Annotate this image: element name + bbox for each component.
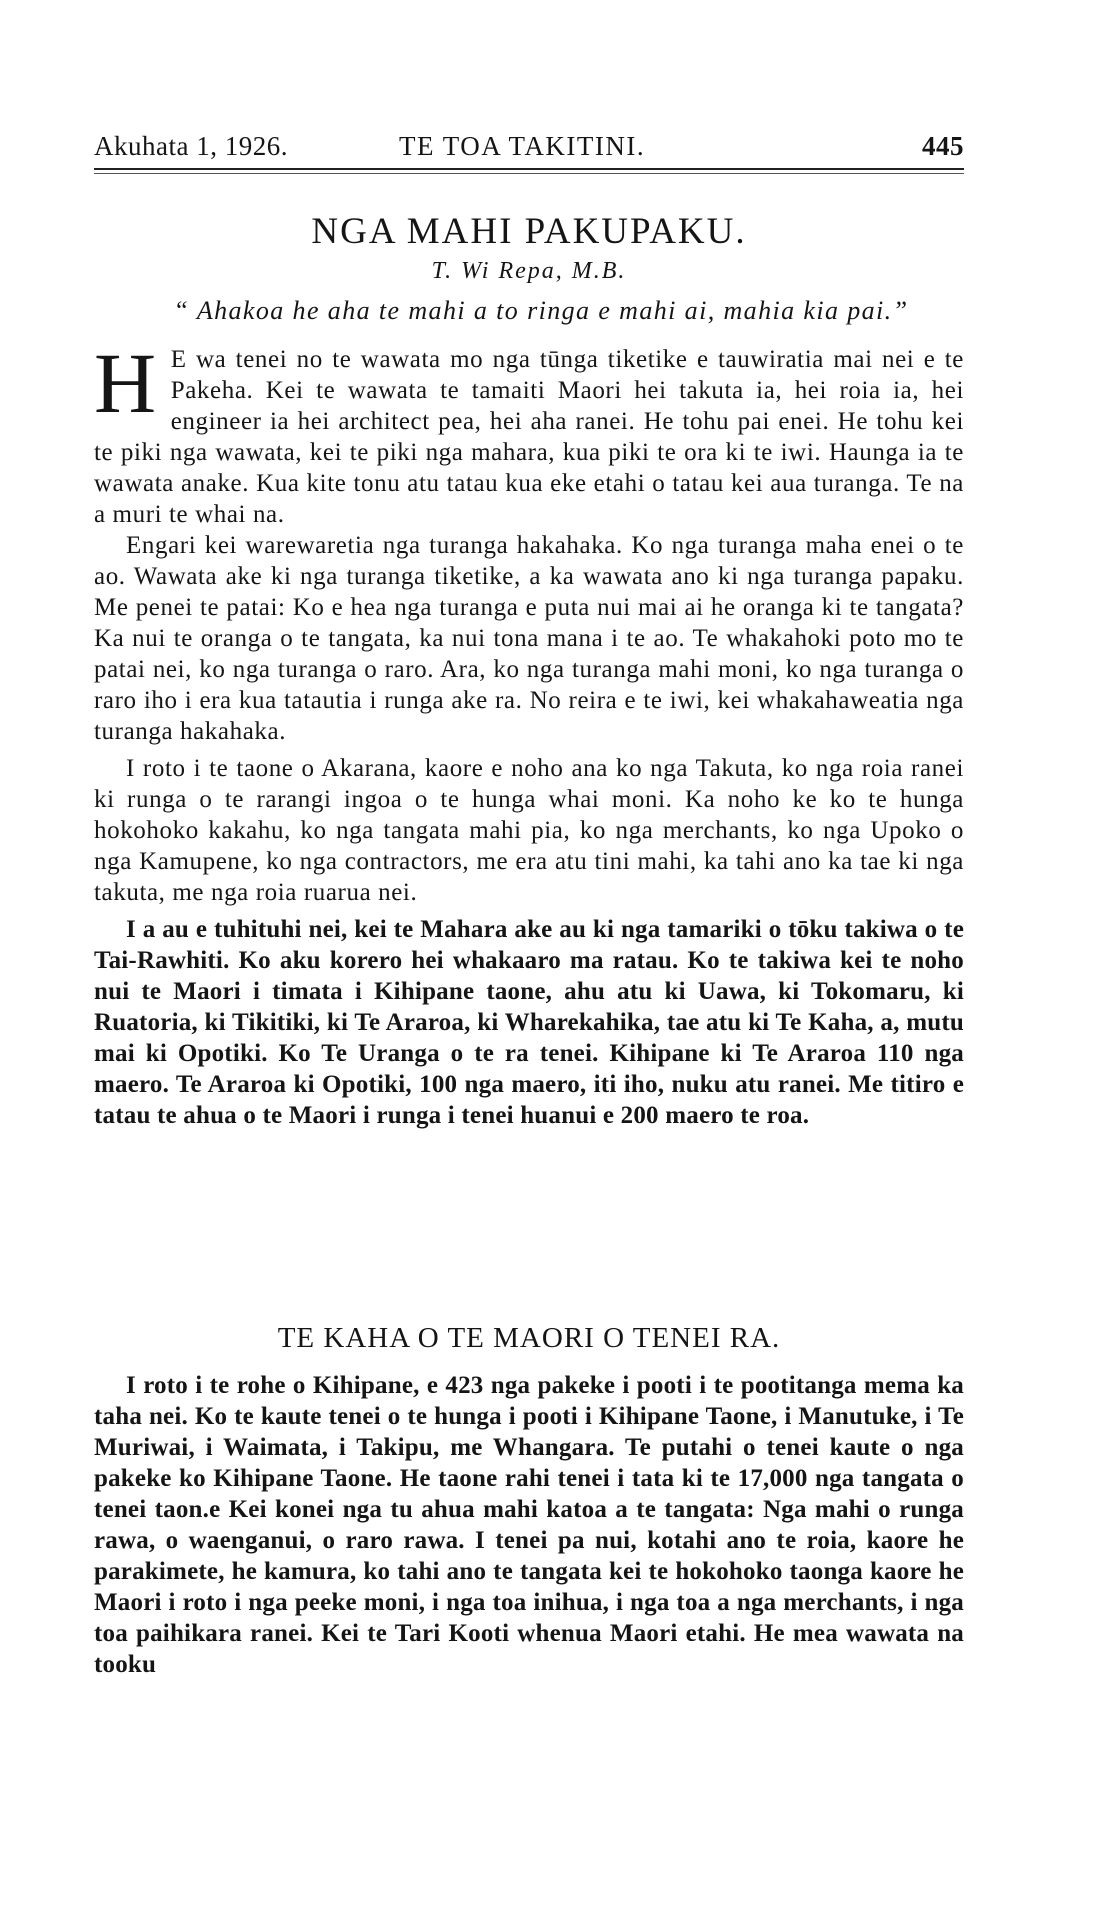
paragraph: I roto i te taone o Akarana, kaore e noho ana ko nga Takuta, ko nga roia ranei ki runga o te rarangi ingoa o te hunga whai moni. Ka noho ke ko te hunga hokohoko kakahu, ko nga tangata mahi pia, ko nga merchants, ko nga Upoko o nga Kamupene, ko nga contractors, me era atu tini mahi, ka tahi ano ka tae ki nga takuta, me nga roia ruarua nei.: [94, 755, 964, 906]
header-rule: [94, 173, 964, 174]
drop-cap: H: [94, 335, 157, 431]
section-heading: TE KAHA O TE MAORI O TENEI RA.: [277, 1322, 781, 1354]
paragraph: [94, 335, 964, 530]
paragraph: Engari kei warewaretia nga turanga hakahaka. Ko nga turanga maha enei o te ao. Wawata ake ki nga turanga tiketike, a ka wawata ano ki nga turanga papaku. Me penei te patai: Ko e hea nga turanga e puta nui mai ai he oranga ki te tangata? Ka nui te oranga o te tangata, ka nui tona mana i te ao. Te whakahoki poto mo te patai nei, ko nga turanga o raro. Ara, ko nga turanga mahi moni, ko nga turanga o raro iho i era kua tatautia i runga ake ra. No reira e te iwi, kei whakahaweatia nga turanga hakahaka.: [94, 532, 964, 745]
paragraph: I roto i te rohe o Kihipane, e 423 nga pakeke i pooti i te pootitanga mema ka taha nei. Ko te kaute tenei o te hunga i pooti i Kihipane Taone, i Manutuke, i Te Muriwai, i Waimata, i Takipu, me Whangara. Te putahi o tenei kaute o nga pakeke ko Kihipane Taone. He taone rahi tenei i tata ki te 17,000 nga tangata o tenei taon.e Kei konei nga tu ahua mahi katoa a te tangata: Nga mahi o runga rawa, o waenganui, o raro rawa. I tenei pa nui, kotahi ano te roia, kaore he parakimete, he kamura, ko tahi ano te tangata kei te hokohoko taonga kaore he Maori i roto i nga peeke moni, i nga toa inihua, i nga toa a nga merchants, i nga toa paihikara ranei. Kei te Tari Kooti whenua Maori etahi. He mea wawata na tooku: [94, 1372, 964, 1678]
article-body: [94, 335, 964, 1131]
article-title: NGA MAHI PAKUPAKU.: [311, 211, 747, 252]
journal-title: TE TOA TAKITINI.: [399, 131, 646, 161]
article-author: T. Wi Repa, M.B.: [431, 258, 627, 284]
page-number: 445: [922, 131, 964, 161]
article-epigraph: “ Ahakoa he aha te mahi a to ringa e mahi ai, mahia kia pai.”: [173, 296, 909, 325]
running-head: [94, 128, 964, 170]
issue-date: Akuhata 1, 1926.: [94, 131, 288, 161]
paragraph: I a au e tuhituhi nei, kei te Mahara ake au ki nga tamariki o tōku takiwa o te Tai-Rawhiti. Ko aku korero hei whakaaro ma ratau. Ko te takiwa kei te noho nui te Maori i timata i Kihipane taone, ahu atu ki Uawa, ki Tokomaru, ki Ruatoria, ki Tikitiki, ki Te Araroa, ki Wharekahika, tae atu ki Te Kaha, a, mutu mai ki Opotiki. Ko Te Uranga o te ra tenei. Kihipane ki Te Araroa 110 nga maero. Te Araroa ki Opotiki, 100 nga maero, iti iho, nuku atu ranei. Me titiro e tatau te ahua o te Maori i runga i tenei huanui e 200 maero te roa.: [94, 916, 964, 1129]
section-body: [94, 1370, 964, 1680]
paragraph-text: E wa tenei no te wawata mo nga tūnga tiketike e tauwiratia mai nei e te Pakeha. Kei te wawata te tamaiti Maori hei takuta ia, hei roia ia, hei engineer ia hei architect pea, hei aha ranei. He tohu pai enei. He tohu kei te piki nga wawata, kei te piki nga mahara, kua piki te ora ki te iwi. Haunga ia te wawata anake. Kua kite tonu atu tatau kua eke etahi o tatau kei aua turanga. Te na a muri te whai na.: [94, 346, 964, 528]
